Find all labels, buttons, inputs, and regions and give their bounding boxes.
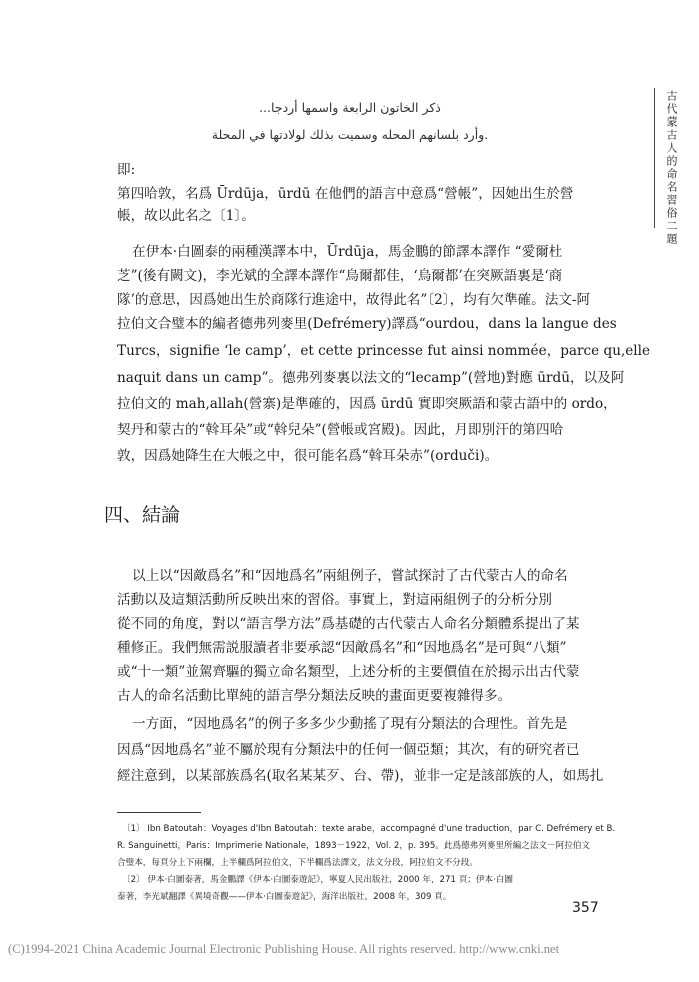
conclusion-line: 以上以“因敵爲名”和“因地爲名”兩組例子，嘗試探討了古代蒙古人的命名 (132, 568, 568, 584)
para-line: 隊’的意思，因爲她出生於商隊行進途中，故得此名”〔2〕，均有欠準確。法文-阿 (117, 292, 591, 308)
conclusion-line: 從不同的角度，對以“語言學方法”爲基礎的古代蒙古人命名分類體系提出了某 (117, 616, 580, 632)
footnote-line: R. Sanguinetti，Paris：Imprimerie Nationale，1893－1922，Vol. 2，p. 395。此爲德弗列麥里所編之法文－阿拉伯文 (117, 841, 590, 851)
para-line: 敦，因爲她降生在大帳之中，很可能名爲“斡耳朵赤”(orduči)。 (117, 448, 499, 464)
conclusion-line: 種修正。我們無需説服讀者非要承認“因敵爲名”和“因地爲名”是可與“八類” (117, 640, 567, 656)
footnote-line: 〔2〕 伊本·白圖泰著，馬金鵬譯《伊本·白圖泰遊記》，寧夏人民出版社，2000 年，271 頁；伊本·白圖 (122, 875, 513, 885)
footnote-line: 〔1〕 Ibn Batoutah：Voyages d'Ibn Batoutah：texte arabe，accompagné d'une traduction，par C. Defrémery et B. (122, 824, 616, 834)
para-line: 在伊本·白圖泰的兩種漢譯本中，Ūrdūja，馬金鵬的節譯本譯作 “愛爾杜 (132, 244, 563, 260)
conclusion-line: 因爲“因地爲名”並不屬於現有分類法中的任何一個亞類；其次，有的研究者已 (117, 742, 580, 758)
para-line: 芝”(後有闕文)，李光斌的全譯本譯作“烏爾都佳，‘烏爾都’在突厥語裏是‘商 (117, 268, 563, 284)
section-heading: 四、結論 (104, 504, 181, 526)
footnote-line: 合璧本，每頁分上下兩欄，上半欄爲阿拉伯文，下半欄爲法譯文，法文分段，阿拉伯文不分段。 (117, 858, 478, 868)
conclusion-line: 活動以及這類活動所反映出來的習俗。事實上，對這兩組例子的分析分別 (117, 592, 552, 608)
para-line: 拉伯文合璧本的編者德弗列麥里(Defrémery)譯爲“ourdou，dans la langue des (117, 316, 617, 332)
copyright-watermark: (C)1994-2021 China Academic Journal Electronic Publishing House. All rights reserved. http://www.cnki.net (8, 942, 560, 956)
para-line: 拉伯文的 mah,allah(營寨)是準確的，因爲 ūrdū 實即突厥語和蒙古語中的 ordo， (117, 396, 617, 412)
running-title-rule (654, 88, 655, 228)
conclusion-line: 古人的命名活動比單純的語言學分類法反映的畫面更要複雜得多。 (117, 688, 512, 704)
para-line: 帳，故以此名之〔1〕。 (117, 208, 255, 224)
para-line: 第四哈敦，名爲 Ūrdūja，ūrdū 在他們的語言中意爲“營帳”，因她出生於營 (117, 186, 574, 202)
para-line: 即: (117, 162, 136, 178)
arabic-quote-line-1: ذكر الخاتون الرابعة واسمها أردجا... (259, 100, 441, 115)
footnote-line: 泰著，李光斌翻譯《異境奇觀——伊本·白圖泰遊記》，海洋出版社，2008 年，309 頁。 (117, 892, 452, 902)
page-number: 357 (572, 900, 599, 916)
para-line: naquit dans un camp”。德弗列麥裏以法文的“lecamp”(營地)對應 ūrdū，以及阿 (117, 370, 625, 386)
footnote-rule (117, 812, 201, 813)
conclusion-line: 經注意到，以某部族爲名(取名某某歹、台、帶)，並非一定是該部族的人，如馬扎 (117, 768, 604, 784)
para-line: 契丹和蒙古的“斡耳朵”或“斡兒朵”(營帳或宮殿)。因此，月即別汗的第四哈 (117, 422, 564, 438)
para-line: Turcs，signifie ‘le camp’，et cette princesse fut ainsi nommée，parce qu,elle (117, 343, 651, 359)
arabic-quote-line-2: .وأرد بلسانهم المحله وسميت بذلك لولادتها في المحلة (211, 127, 489, 142)
conclusion-line: 一方面，“因地爲名”的例子多多少少動搖了現有分類法的合理性。首先是 (132, 716, 568, 732)
running-title: 古代蒙古人的命名習俗二題 (665, 90, 678, 246)
conclusion-line: 或“十一類”並駕齊驅的獨立命名類型，上述分析的主要價值在於揭示出古代蒙 (117, 664, 580, 680)
